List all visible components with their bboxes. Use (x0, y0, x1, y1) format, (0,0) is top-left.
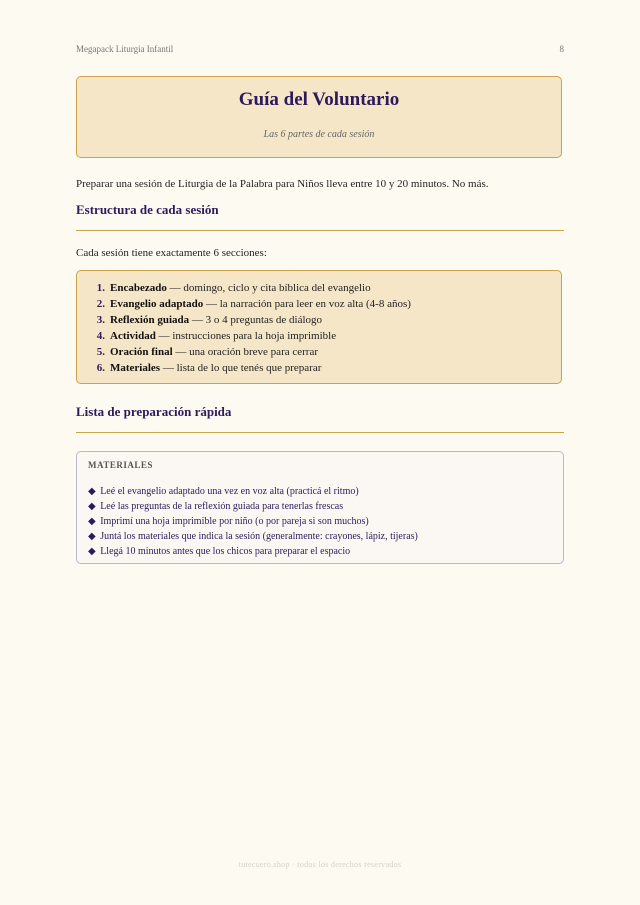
item-number: 3. (96, 314, 105, 326)
item-number: 2. (96, 298, 105, 310)
intro-paragraph: Preparar una sesión de Liturgia de la Palabra para Niños lleva entre 10 y 20 minutos. No más. (76, 178, 489, 190)
item-description: — la narración para leer en voz alta (4-8 años) (203, 298, 411, 310)
list-item (89, 296, 561, 312)
list-item (89, 280, 561, 296)
list-item (89, 360, 561, 376)
list-item (89, 344, 561, 360)
diamond-bullet-icon: ◆ (88, 531, 96, 542)
item-term: Materiales (110, 362, 161, 374)
materials-label: MATERIALES (88, 460, 153, 470)
page-number: 8 (559, 44, 564, 54)
item-number: 1. (96, 282, 105, 294)
checklist-heading: Lista de preparación rápida (76, 404, 232, 419)
item-number: 4. (96, 330, 105, 342)
checklist-item (88, 514, 418, 529)
checklist-item-text: Leé las preguntas de la reflexión guiada para tenerlas frescas (100, 501, 344, 512)
title-box (76, 76, 562, 158)
checklist-item (88, 529, 418, 544)
checklist-item-text: Llegá 10 minutos antes que los chicos para preparar el espacio (100, 546, 351, 557)
checklist-item (88, 544, 418, 559)
item-number: 6. (96, 362, 105, 374)
materials-box (76, 451, 564, 564)
item-description: — 3 o 4 preguntas de diálogo (189, 314, 323, 326)
checklist-item-text: Leé el evangelio adaptado una vez en voz alta (practicá el ritmo) (100, 486, 359, 497)
item-term: Evangelio adaptado (110, 298, 204, 310)
item-description: — lista de lo que tenés que preparar (160, 362, 322, 374)
item-term: Oración final (110, 346, 173, 358)
structure-divider (76, 230, 564, 231)
checklist-item-text: Imprimí una hoja imprimible por niño (o por pareja si son muchos) (100, 516, 369, 527)
structure-heading: Estructura de cada sesión (76, 202, 219, 217)
list-item (89, 328, 561, 344)
sections-list (77, 271, 561, 376)
page-footer: tutecuero.shop · todos los derechos reservados (238, 860, 402, 869)
diamond-bullet-icon: ◆ (88, 501, 96, 512)
page-title: Guía del Voluntario (238, 89, 400, 110)
page-subtitle: Las 6 partes de cada sesión (263, 129, 375, 140)
item-term: Encabezado (110, 282, 167, 294)
page-header (76, 44, 564, 54)
diamond-bullet-icon: ◆ (88, 486, 96, 497)
checklist-divider (76, 432, 564, 433)
item-number: 5. (96, 346, 105, 358)
checklist-item-text: Juntá los materiales que indica la sesión (generalmente: crayones, lápiz, tijeras) (100, 531, 418, 542)
structure-lead: Cada sesión tiene exactamente 6 secciones: (76, 247, 267, 259)
list-item (89, 312, 561, 328)
checklist-item (88, 499, 418, 514)
sections-box (76, 270, 562, 384)
checklist (88, 484, 418, 559)
diamond-bullet-icon: ◆ (88, 516, 96, 527)
item-description: — una oración breve para cerrar (172, 346, 318, 358)
running-title: Megapack Liturgia Infantil (76, 44, 174, 54)
item-description: — domingo, ciclo y cita bíblica del evangelio (166, 282, 371, 294)
item-term: Reflexión guiada (110, 314, 190, 326)
item-description: — instrucciones para la hoja imprimible (155, 330, 337, 342)
item-term: Actividad (110, 330, 156, 342)
diamond-bullet-icon: ◆ (88, 546, 96, 557)
checklist-item (88, 484, 418, 499)
